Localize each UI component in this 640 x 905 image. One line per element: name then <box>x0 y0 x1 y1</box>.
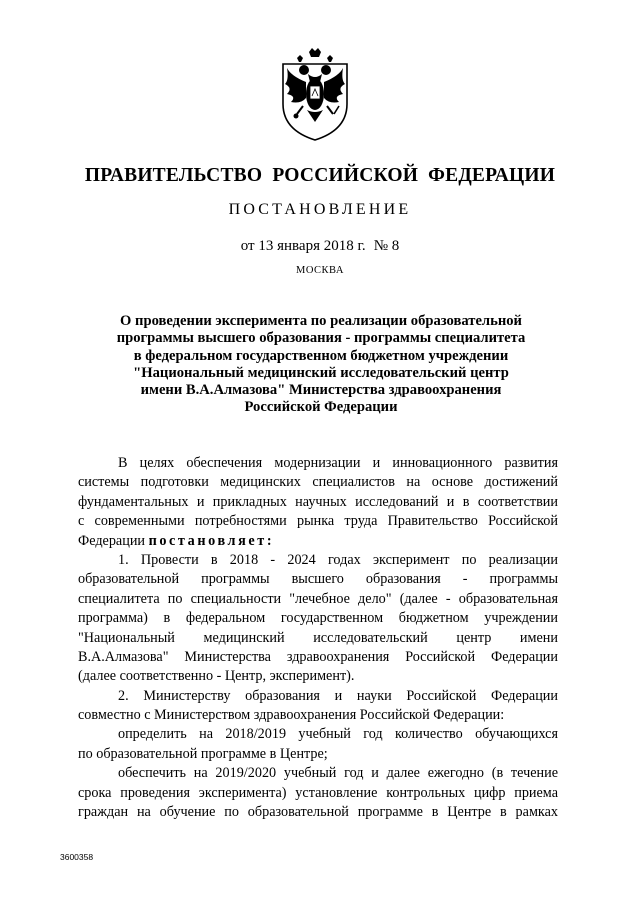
body-line: совместно с Министерством здравоохранения Российской Федерации: <box>78 707 505 724</box>
heading-line: в федеральном государственном бюджетном учреждении <box>133 347 509 364</box>
body-line: образовательной программы высшего образования - программы <box>78 571 558 588</box>
government-title: ПРАВИТЕЛЬСТВО РОССИЙСКОЙ ФЕДЕРАЦИИ <box>84 165 556 186</box>
body-text-fragment: Федерации <box>78 532 146 549</box>
body-line: определить на 2018/2019 учебный год количество обучающихся <box>118 726 558 743</box>
body-line: В.А.Алмазова" Министерства здравоохранения Российской Федерации <box>78 648 558 665</box>
body-line: 2. Министерству образования и науки Российской Федерации <box>118 687 558 704</box>
document-heading <box>96 313 546 417</box>
body-line <box>78 532 558 551</box>
document-city: МОСКВА <box>296 265 344 276</box>
document-type: ПОСТАНОВЛЕНИЕ <box>228 201 412 218</box>
body-line: В целях обеспечения модернизации и инновационного развития <box>118 455 558 471</box>
heading-line: Российской Федерации <box>244 399 398 416</box>
heading-line: О проведении эксперимента по реализации образовательной <box>120 313 522 329</box>
body-line: с современными потребностями рынка труда Правительство Российской <box>78 513 558 530</box>
body-line: обеспечить на 2019/2020 учебный год и далее ежегодно (в течение <box>118 765 558 782</box>
document-code: 3600358 <box>60 852 94 862</box>
document-number: № 8 <box>373 238 400 254</box>
body-line: специалитета по специальности "лечебное дело" (далее - образовательная <box>78 590 558 607</box>
heading-line: программы высшего образования - программы специалитета <box>116 330 526 347</box>
body-line: "Национальный медицинский исследовательский центр имени <box>78 629 558 646</box>
heading-line: "Национальный медицинский исследовательский центр <box>133 364 509 381</box>
coat-of-arms-icon <box>273 46 357 142</box>
heading-line: имени В.А.Алмазова" Министерства здравоохранения <box>140 382 502 399</box>
body-line: (далее соответственно - Центр, эксперимент). <box>78 668 355 685</box>
body-line: программа) в федеральном государственном бюджетном учреждении <box>78 610 558 627</box>
body-line: 1. Провести в 2018 - 2024 годах эксперимент по реализации <box>118 551 558 568</box>
body-line: системы подготовки медицинских специалистов на основе достижений <box>78 474 558 491</box>
body-line: срока проведения эксперимента) установление контрольных цифр приема <box>78 784 558 801</box>
body-line: граждан на обучение по образовательной программе в Центре в рамках <box>78 804 558 821</box>
body-line: по образовательной программе в Центре; <box>78 745 328 762</box>
document-date-number <box>0 238 640 255</box>
body-line: фундаментальных и прикладных научных исследований и в соответствии <box>78 493 558 510</box>
document-body <box>78 454 558 822</box>
resolution-word: постановляет: <box>148 532 275 549</box>
document-date: от 13 января 2018 г. <box>240 238 366 254</box>
